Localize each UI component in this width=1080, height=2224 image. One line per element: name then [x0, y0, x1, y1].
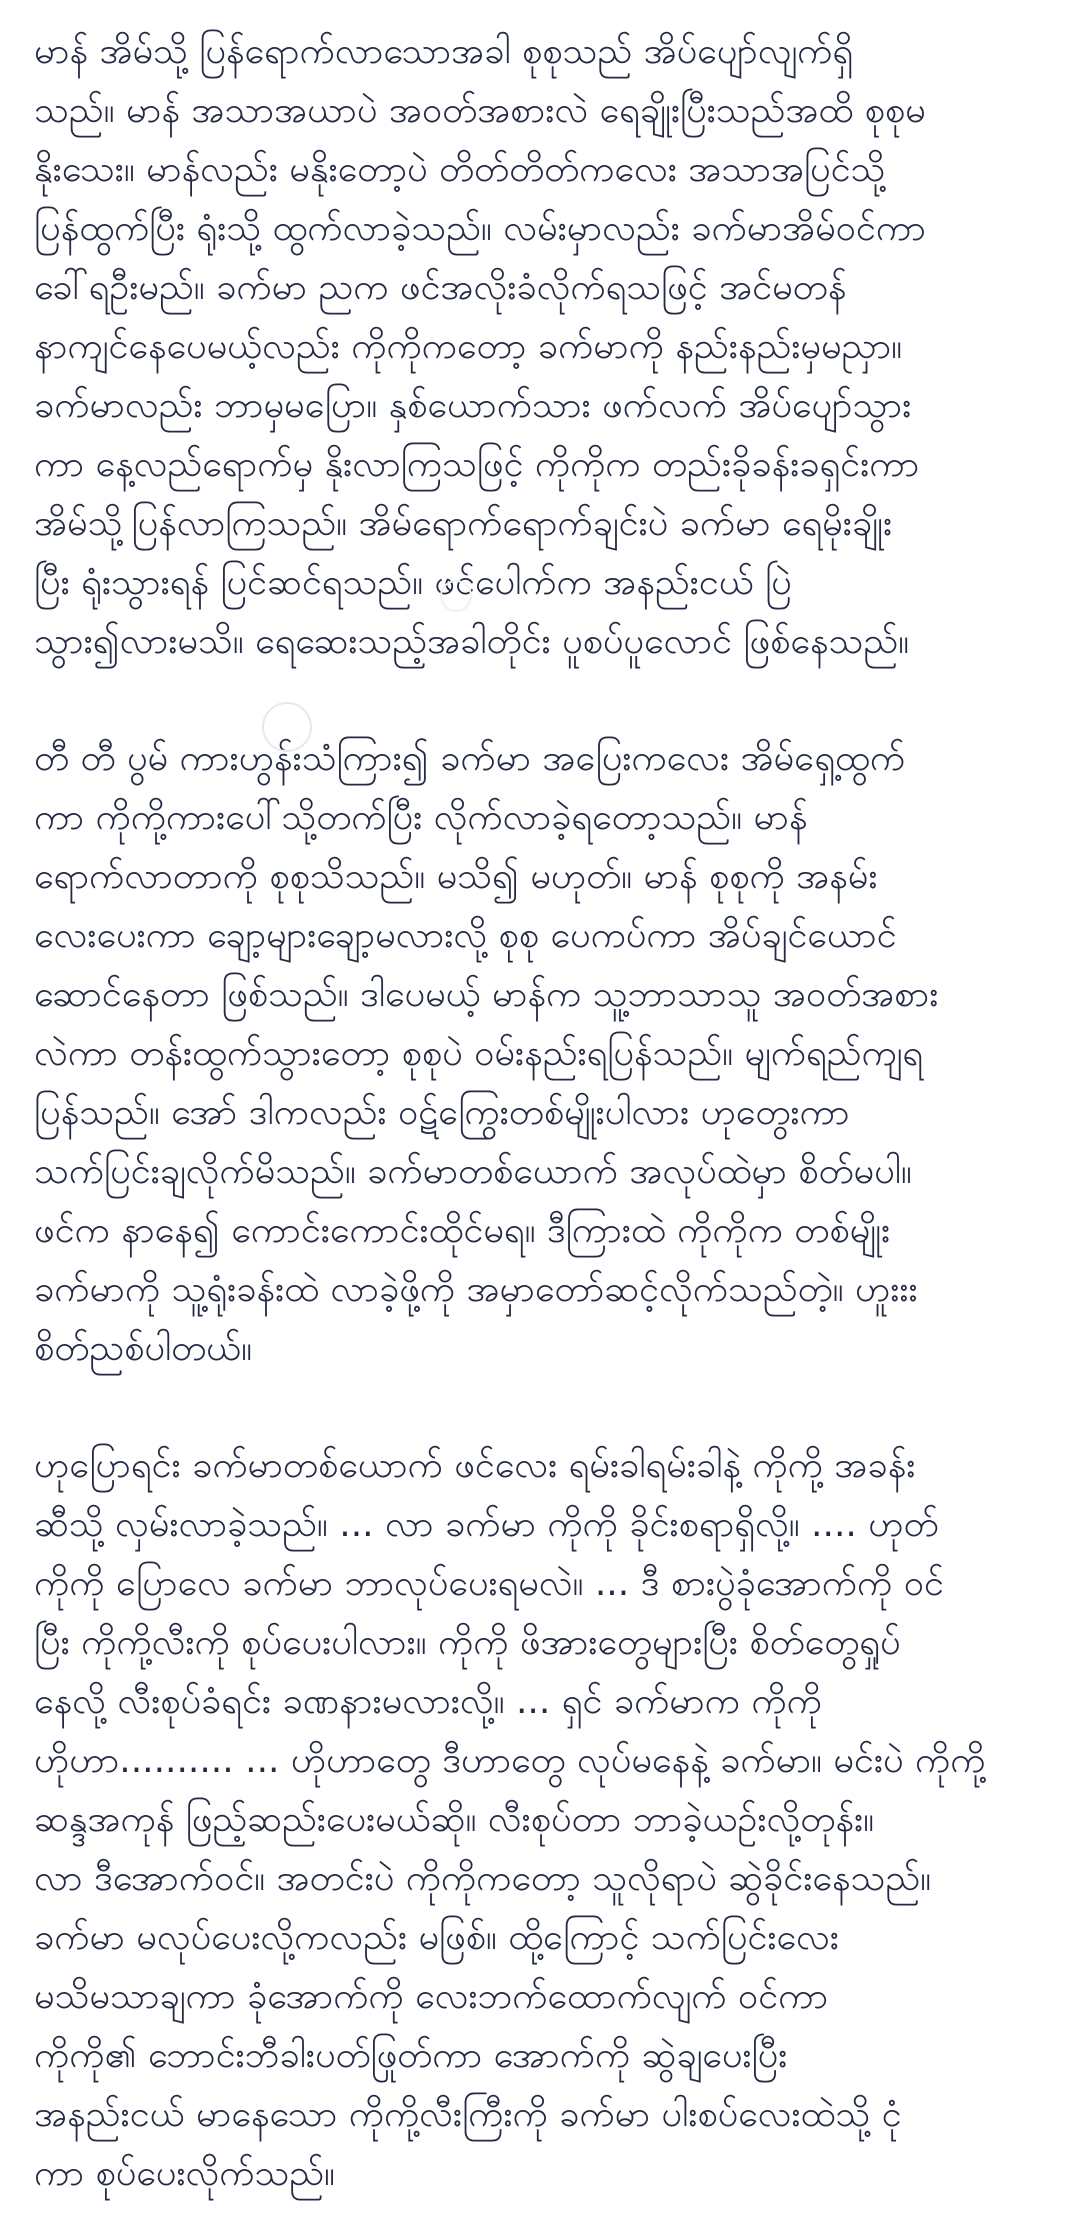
- text-line: ပြီး ရုံးသွားရန် ပြင်ဆင်ရသည်။ ဖင်ပေါက်က အနည်းငယ် ပြဲ: [34, 562, 792, 603]
- text-line: လာ ဒီအောက်ဝင်။ အတင်းပဲ ကိုကိုကတော့ သူလိုရာပဲ ဆွဲခိုင်းနေသည်။: [34, 1858, 932, 1899]
- text-line: ဟိုဟာ.......... ... ဟိုဟာတွေ ဒီဟာတွေ လုပ်မနေနဲ့ ခက်မာ။ မင်းပဲ ကိုကို့: [34, 1740, 986, 1781]
- text-line: လေးပေးကာ ချော့များချော့မလားလို့ စုစု ပေကပ်ကာ အိပ်ချင်ယောင်: [34, 915, 897, 956]
- text-line: နာကျင်နေပေမယ့်လည်း ကိုကိုကတော့ ခက်မာကို နည်းနည်းမှမညှာ။: [34, 326, 903, 367]
- text-line: သည်။ မာန် အသာအယာပဲ အဝတ်အစားလဲ ရေချိုးပြီးသည်အထိ စုစုမ: [34, 90, 926, 131]
- story-paragraph-1: [34, 22, 1052, 671]
- text-line: ကာ နေ့လည်ရောက်မှ နိုးလာကြသဖြင့် ကိုကိုက တည်းခိုခန်းခရှင်းကာ: [34, 444, 920, 485]
- text-line: မာန် အိမ်သို့ ပြန်ရောက်လာသောအခါ စုစုသည် အိပ်ပျော်လျက်ရှိ: [34, 31, 854, 72]
- story-paragraph-2: [34, 729, 1052, 1378]
- text-line: နိုးသေး။ မာန်လည်း မနိုးတော့ပဲ တိတ်တိတ်ကလေး အသာအပြင်သို့: [34, 149, 886, 190]
- text-line: အိမ်သို့ပြန်လာကြသည်။ အိမ်ရောက်ရောက်ချင်းပဲ ခက်မာ ရေမိုးချိုး: [34, 503, 893, 544]
- reading-page: [34, 22, 1052, 2203]
- text-line: ကိုကို၏ ဘောင်းဘီခါးပတ်ဖြုတ်ကာ အောက်ကို ဆွဲချပေးပြီး: [34, 2035, 788, 2076]
- text-line: အနည်းငယ် မာနေသော ကိုကို့လီးကြီးကို ခက်မာ ပါးစပ်လေးထဲသို့ ငုံ: [34, 2094, 902, 2135]
- text-line: သွား၍လားမသိ။ ရေဆေးသည့်အခါတိုင်း ပူစပ်ပူလောင် ဖြစ်နေသည်။: [34, 621, 910, 662]
- text-line: ခက်မာကို သူ့ရုံးခန်းထဲ လာခဲ့ဖို့ကို အမှာတော်ဆင့်လိုက်သည်တဲ့။ ဟူးးး: [34, 1269, 918, 1310]
- text-line: ခက်မာလည်း ဘာမှမပြော။ နှစ်ယောက်သား ဖက်လက် အိပ်ပျော်သွား: [34, 385, 912, 426]
- text-line: သက်ပြင်းချလိုက်မိသည်။ ခက်မာတစ်ယောက် အလုပ်ထဲမှာ စိတ်မပါ။: [34, 1151, 912, 1192]
- text-line: ပြီး ကိုကို့လီးကို စုပ်ပေးပါလား။ ကိုကို ဖိအားတွေများပြီး စိတ်တွေရှုပ်: [34, 1622, 901, 1663]
- text-line: ကာ ကိုကို့ကားပေါ်သို့တက်ပြီး လိုက်လာခဲ့ရတော့သည်။ မာန်: [34, 797, 808, 838]
- text-line: လဲကာ တန်းထွက်သွားတော့ စုစုပဲ ဝမ်းနည်းရပြန်သည်။ မျက်ရည်ကျရ: [34, 1033, 924, 1074]
- text-line: ဆောင်နေတာ ဖြစ်သည်။ ဒါပေမယ့် မာန်က သူ့ဘာသာသူ အဝတ်အစား: [34, 974, 939, 1015]
- text-line: နေလို့ လီးစုပ်ခံရင်း ခဏနားမလားလို့။ ... ရှင် ခက်မာက ကိုကို: [34, 1681, 822, 1722]
- text-line: ဟုပြောရင်း ခက်မာတစ်ယောက် ဖင်လေး ရမ်းခါရမ်းခါနဲ့ ကိုကို့ အခန်း: [34, 1445, 916, 1486]
- text-line: ပြန်သည်။ အော် ဒါကလည်း ဝဋ်ကြွေးတစ်မျိုးပါလား ဟုတွေးကာ: [34, 1092, 850, 1133]
- text-line: ခက်မာ မလုပ်ပေးလို့ကလည်း မဖြစ်။ ထို့ကြောင့် သက်ပြင်းလေး: [34, 1917, 839, 1958]
- text-line: ဖင်က နာနေ၍ ကောင်းကောင်းထိုင်မရ။ ဒီကြားထဲ ကိုကိုက တစ်မျိုး: [34, 1210, 891, 1251]
- story-paragraph-3: [34, 1436, 1052, 2203]
- text-line: တီ တီ ပွမ် ကားဟွန်းသံကြား၍ ခက်မာ အပြေးကလေး အိမ်ရှေ့ထွက်: [34, 738, 906, 779]
- text-line: မသိမသာချကာ ခုံအောက်ကို လေးဘက်ထောက်လျက် ဝင်ကာ: [34, 1976, 829, 2017]
- text-line: ဆီသို့ လှမ်းလာခဲ့သည်။ ... လာ ခက်မာ ကိုကို ခိုင်းစရာရှိလို့။ .... ဟုတ်: [34, 1504, 939, 1545]
- text-line: ပြန်ထွက်ပြီး ရုံးသို့ ထွက်လာခဲ့သည်။ လမ်းမှာလည်း ခက်မာအိမ်ဝင်ကာ: [34, 208, 926, 249]
- text-line: ကာ စုပ်ပေးလိုက်သည်။: [34, 2153, 335, 2194]
- text-line: ရောက်လာတာကို စုစုသိသည်။ မသိ၍ မဟုတ်။ မာန် စုစုကို အနမ်း: [34, 856, 878, 897]
- text-line: ခေါ်ရဦးမည်။ ခက်မာ ညက ဖင်အလိုးခံလိုက်ရသဖြင့် အင်မတန်: [34, 267, 847, 308]
- text-line: ဆန္ဒအကုန် ဖြည့်ဆည်းပေးမယ်ဆို။ လီးစုပ်တာ ဘာခဲ့ယဉ်းလို့တုန်း။: [34, 1799, 875, 1840]
- text-line: ကိုကို ပြောလေ ခက်မာ ဘာလုပ်ပေးရမလဲ။ ... ဒီ စားပွဲခုံအောက်ကို ဝင်: [34, 1563, 944, 1604]
- text-line: စိတ်ညစ်ပါတယ်။: [34, 1328, 253, 1369]
